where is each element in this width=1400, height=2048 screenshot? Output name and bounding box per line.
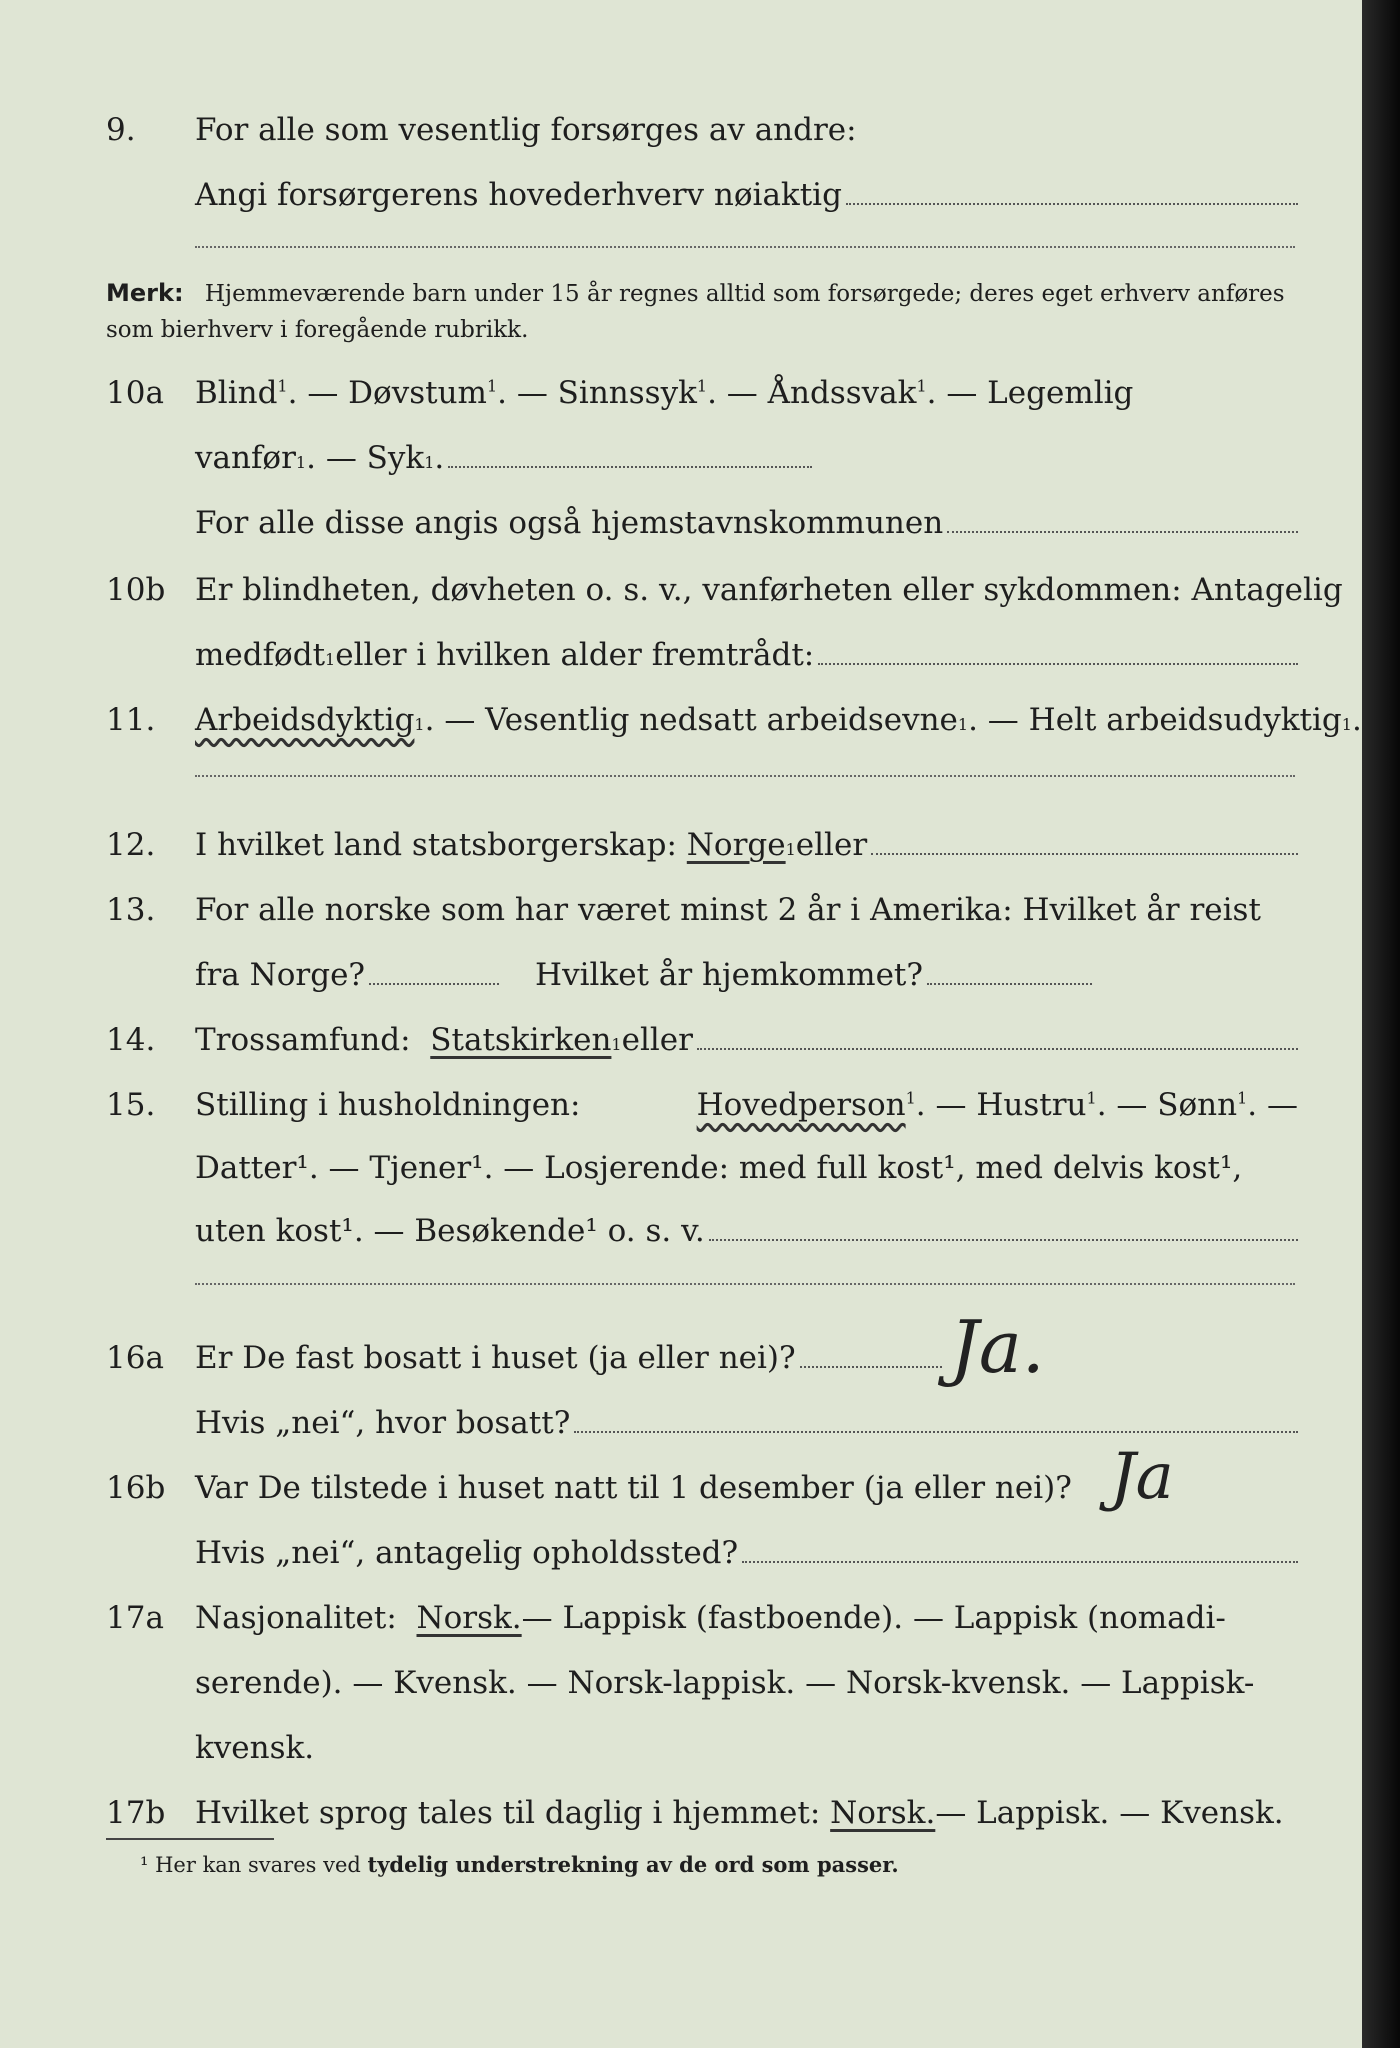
footnote-mark: ¹ (140, 1853, 149, 1877)
option-arbeidsudyktig[interactable]: . — Helt arbeidsudyktig (968, 702, 1342, 738)
footnote (140, 1852, 899, 1877)
period: . (1351, 702, 1362, 738)
answer-field-13-hjemkommet[interactable] (927, 983, 1092, 985)
option-nedsatt-arbeidsevne[interactable]: . — Vesentlig nedsatt arbeidsevne (424, 702, 958, 738)
footnote-text: Her kan svares ved (155, 1853, 368, 1877)
question-10b-number: 10b (106, 572, 166, 608)
answer-field-12[interactable] (871, 853, 1298, 855)
question-10a-hjemstavn-prompt: For alle disse angis også hjemstavnskommunen (195, 505, 944, 541)
question-16b-number: 16b (106, 1470, 166, 1506)
option-andssvak[interactable]: . — Åndssvak (707, 375, 917, 411)
footnote-ref: 1 (696, 376, 708, 396)
question-14-number: 14. (106, 1022, 156, 1058)
question-13-line-1 (0, 885, 1362, 935)
footnote-ref: 1 (486, 376, 498, 396)
question-10b-line-2: medfødt 1 eller i hvilken alder fremtrådt: (0, 630, 1362, 680)
dash: . — (1247, 1087, 1298, 1123)
question-9-prompt: Angi forsørgerens hovederhverv nøiaktig (195, 177, 842, 213)
question-17b (0, 1788, 1362, 1838)
question-13-line-2 (0, 950, 1362, 1000)
question-14: 14. Trossamfund: Statskirken 1 eller (0, 1015, 1362, 1065)
answer-line-9b[interactable] (195, 246, 1295, 248)
answer-field-13-reist[interactable] (369, 983, 499, 985)
question-15-line-1 (0, 1080, 1362, 1130)
question-15-options-3: uten kost¹. — Besøkende¹ o. s. v. (195, 1213, 705, 1249)
question-13-reist-prompt: fra Norge? (195, 957, 366, 993)
period: . (434, 440, 445, 476)
question-16a-prompt: Er De fast bosatt i huset (ja eller nei)? (195, 1340, 796, 1376)
question-10b-line-1 (0, 565, 1362, 615)
option-hustru[interactable]: . — Hustru (915, 1087, 1087, 1123)
question-17a-options-2: serende). — Kvensk. — Norsk-lappisk. — Norsk-kvensk. — Lappisk- (195, 1665, 1255, 1701)
question-16a-bosatt-prompt: Hvis „nei“, hvor bosatt? (195, 1405, 571, 1441)
question-16b-line-2 (0, 1528, 1362, 1578)
footnote-ref: 1 (905, 1088, 916, 1108)
handwritten-answer-16b: Ja (1110, 1440, 1174, 1514)
answer-field-10a-hjemstavn[interactable] (947, 531, 1298, 533)
eller-text: eller (621, 1022, 693, 1058)
scan-edge (1362, 0, 1400, 2048)
footnote-emphasis: tydelig understrekning av de ord som passer. (367, 1852, 899, 1877)
question-16a-line-1 (0, 1333, 1362, 1383)
answer-field-16b-opholdssted[interactable] (742, 1561, 1298, 1563)
answer-field-10a-syk[interactable] (448, 466, 812, 468)
question-15-options-2: Datter¹. — Tjener¹. — Losjerende: med full kost¹, med delvis kost¹, (195, 1150, 1243, 1186)
merk-note (106, 275, 1296, 348)
footnote-ref: 1 (277, 376, 288, 396)
merk-label: Merk: (106, 279, 184, 307)
option-hovedperson-selected[interactable]: Hovedperson (696, 1087, 906, 1123)
question-17a-options-3: kvensk. (195, 1730, 315, 1766)
question-9-line-1 (0, 105, 1362, 155)
question-10a-number: 10a (106, 375, 164, 411)
question-17a-line-3 (0, 1723, 1362, 1773)
handwritten-answer-16a: Ja. (950, 1305, 1045, 1389)
question-15-number: 15. (106, 1087, 156, 1123)
question-10b-prompt: eller i hvilken alder fremtrådt: (335, 637, 815, 673)
question-11-line-1: 11. Arbeidsdyktig 1 . — Vesentlig nedsatt arbeidsevne 1 . — Helt arbeidsudyktig 1 . (0, 695, 1362, 745)
question-9-line-2 (0, 170, 1362, 220)
question-11-number: 11. (106, 702, 156, 738)
option-vanfor[interactable]: vanfør (195, 440, 296, 476)
question-17a-number: 17a (106, 1600, 164, 1636)
option-legemlig[interactable]: . — Legemlig (926, 375, 1134, 411)
question-10a-line-2: vanfør 1 . — Syk 1 . (0, 433, 1362, 483)
answer-field-9[interactable] (846, 203, 1298, 205)
question-17a-line-2 (0, 1658, 1362, 1708)
answer-field-14[interactable] (697, 1048, 1298, 1050)
option-norsk-selected[interactable]: Norsk. (416, 1600, 522, 1636)
question-16b-opholdssted-prompt: Hvis „nei“, antagelig opholdssted? (195, 1535, 739, 1571)
option-sonn[interactable]: . — Sønn (1096, 1087, 1238, 1123)
question-17a-prompt: Nasjonalitet: (195, 1600, 397, 1636)
question-10b-text: Er blindheten, døvheten o. s. v., vanførheten eller sykdommen: Antagelig (195, 572, 1343, 608)
option-syk[interactable]: . — Syk (306, 440, 425, 476)
answer-line-11[interactable] (195, 775, 1295, 777)
question-10a-line-1 (0, 368, 1362, 418)
answer-field-16a[interactable] (800, 1366, 942, 1368)
question-17b-prompt: Hvilket sprog tales til daglig i hjemmet: (195, 1795, 821, 1831)
question-17b-options: — Lappisk. — Kvensk. (935, 1795, 1284, 1831)
footnote-ref: 1 (1237, 1088, 1248, 1108)
answer-field-15[interactable] (709, 1239, 1298, 1241)
option-sinnssyk[interactable]: . — Sinnssyk (497, 375, 697, 411)
question-12: 12. I hvilket land statsborgerskap: Norge 1 eller (0, 820, 1362, 870)
option-statskirken-selected[interactable]: Statskirken (430, 1022, 612, 1058)
answer-line-15b[interactable] (195, 1283, 1295, 1285)
question-15-line-2 (0, 1143, 1362, 1193)
option-medfodt[interactable]: medfødt (195, 637, 326, 673)
answer-field-10b[interactable] (818, 663, 1298, 665)
question-17a-options-1: — Lappisk (fastboende). — Lappisk (nomadi- (521, 1600, 1226, 1636)
question-10a-line-3 (0, 498, 1362, 548)
option-blind[interactable]: Blind (195, 375, 278, 411)
question-13-hjemkommet-prompt: Hvilket år hjemkommet? (535, 957, 924, 993)
question-16b-prompt: Var De tilstede i huset natt til 1 desember (ja eller nei)? (195, 1470, 1072, 1506)
question-13-number: 13. (106, 892, 156, 928)
question-15-line-3 (0, 1206, 1362, 1256)
question-13-text: For alle norske som har været minst 2 år i Amerika: Hvilket år reist (195, 892, 1261, 928)
question-12-prompt: I hvilket land statsborgerskap: (195, 827, 677, 863)
footnote-ref: 1 (916, 376, 927, 396)
option-arbeidsdyktig-selected[interactable]: Arbeidsdyktig (195, 702, 415, 738)
question-17b-number: 17b (106, 1795, 166, 1831)
option-dovstum[interactable]: . — Døvstum (287, 375, 487, 411)
footnote-divider (106, 1838, 274, 1840)
option-norge-selected[interactable]: Norge (686, 827, 786, 863)
question-17a-line-1 (0, 1593, 1362, 1643)
question-16a-number: 16a (106, 1340, 164, 1376)
footnote-ref: 1 (1086, 1088, 1097, 1108)
question-9-number: 9. (106, 112, 136, 148)
option-norsk-sprog-selected[interactable]: Norsk. (830, 1795, 936, 1831)
question-14-prompt: Trossamfund: (195, 1022, 411, 1058)
question-12-number: 12. (106, 827, 156, 863)
merk-text: Hjemmeværende barn under 15 år regnes alltid som forsørgede; deres eget erhverv anføres som bierhverv i foregående rubrikk. (106, 281, 1285, 343)
question-15-prompt: Stilling i husholdningen: (195, 1087, 581, 1123)
question-9-text: For alle som vesentlig forsørges av andre: (195, 112, 857, 148)
answer-field-16a-bosatt[interactable] (574, 1431, 1298, 1433)
eller-text: eller (795, 827, 868, 863)
